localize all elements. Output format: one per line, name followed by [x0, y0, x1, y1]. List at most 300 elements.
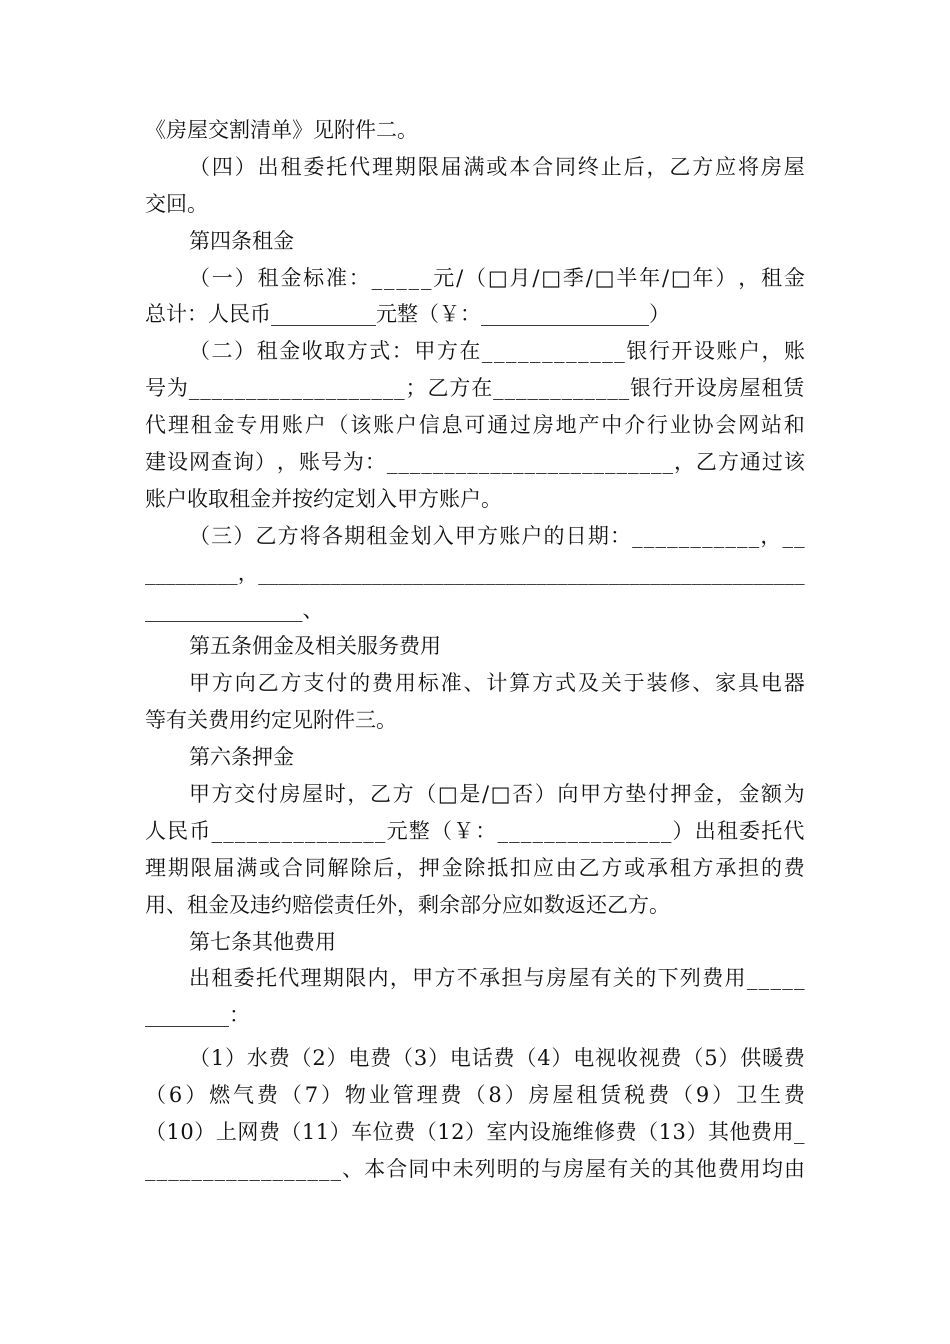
char: 日 [565, 523, 587, 548]
char: 为 [783, 782, 805, 807]
char: 止 [600, 154, 622, 179]
char: _ [383, 265, 395, 290]
char: _ [773, 560, 784, 585]
char: （ [145, 1120, 166, 1145]
char: 金 [213, 413, 235, 438]
char: 其 [707, 1120, 729, 1145]
char: 屋 [585, 1156, 607, 1181]
char: ） [504, 1083, 526, 1108]
char: 费 [258, 1120, 280, 1145]
char: 专 [236, 413, 258, 438]
char: _ [504, 376, 516, 401]
char: 的 [760, 855, 782, 880]
char: 费 [370, 1046, 392, 1071]
char: 关 [612, 966, 634, 991]
char: 视 [595, 1046, 617, 1071]
char: 乙 [578, 855, 600, 880]
char: 用 [739, 1156, 761, 1181]
char: 合 [386, 1156, 408, 1181]
char: 内 [508, 1120, 530, 1145]
char: 通 [487, 413, 509, 438]
char: 向 [234, 671, 256, 696]
char: 甲 [189, 671, 210, 696]
line-20 [145, 813, 805, 850]
char: 过 [510, 413, 531, 438]
char: 气 [233, 1083, 254, 1108]
char: _ [186, 560, 197, 585]
char: 方 [277, 523, 299, 548]
char: _ [474, 560, 485, 585]
char: 解 [327, 855, 349, 880]
char: 乙 [427, 376, 449, 401]
char: ： [391, 339, 413, 364]
char: 方 [436, 339, 458, 364]
char: 委 [739, 818, 761, 843]
line-28 [145, 1114, 805, 1151]
char: _ [561, 376, 573, 401]
char: 入 [432, 523, 454, 548]
char: ） [233, 523, 255, 548]
char: 同 [408, 1156, 430, 1181]
char: 取 [324, 339, 346, 364]
char: _ [555, 818, 567, 843]
char: 托 [326, 154, 348, 179]
char: _ [547, 450, 559, 475]
char: _ [770, 966, 781, 991]
char: 金 [388, 523, 410, 548]
char: ） [686, 1120, 708, 1145]
char: ， [395, 855, 417, 880]
char: （ [430, 818, 452, 843]
char: _ [351, 818, 363, 843]
char: _ [330, 560, 341, 585]
char: _ [196, 560, 207, 585]
char: 与 [523, 966, 545, 991]
char: 付 [256, 782, 278, 807]
char: 为 [166, 376, 188, 401]
char: _ [371, 376, 382, 401]
char: （ [145, 1083, 166, 1108]
char: 行 [646, 413, 668, 438]
char: _ [206, 560, 217, 585]
char: ， [389, 966, 411, 991]
char: _ [758, 966, 770, 991]
char: 列 [679, 966, 701, 991]
line-1: 《房屋交割清单》见附件二。 [145, 118, 418, 142]
char: 乙 [257, 671, 279, 696]
char: （ [189, 523, 210, 548]
char: _ [156, 1156, 168, 1181]
char: 后 [373, 855, 395, 880]
char: _ [598, 560, 609, 585]
char: _ [566, 339, 577, 364]
char: ： [609, 523, 631, 548]
char: _ [670, 560, 681, 585]
char: _ [722, 560, 733, 585]
char: ￥ [453, 818, 475, 843]
char: _ [527, 376, 538, 401]
char: _ [690, 523, 701, 548]
char: ） [712, 1083, 734, 1108]
char: 费 [615, 1120, 637, 1145]
char: 、 [692, 671, 714, 696]
char: 准 [325, 265, 347, 290]
line-9 [145, 407, 805, 444]
char: 该 [350, 413, 372, 438]
char: 1 [658, 1120, 673, 1145]
char: 1 [166, 1120, 180, 1145]
char: 由 [555, 855, 577, 880]
char: 方 [601, 855, 623, 880]
char: □ [487, 265, 508, 290]
char: _ [155, 560, 166, 585]
char: 时 [324, 782, 346, 807]
char: 或 [259, 855, 281, 880]
char: _ [359, 376, 371, 401]
char: 电 [348, 1046, 370, 1071]
char: _ [701, 560, 712, 585]
char: 1 [437, 1120, 451, 1145]
char: 乙 [669, 154, 691, 179]
char: （ [290, 1046, 312, 1071]
char: _ [402, 560, 413, 585]
char: 屋 [783, 154, 805, 179]
char: 甲 [414, 339, 436, 364]
char: _ [493, 339, 505, 364]
char: 理 [372, 154, 393, 179]
char: 房 [717, 376, 739, 401]
char: （ [280, 1120, 302, 1145]
char: 本 [364, 1156, 386, 1181]
char: 方 [602, 782, 624, 807]
line-7 [145, 333, 805, 370]
char: 他 [695, 1156, 717, 1181]
char: ： [364, 450, 386, 475]
char: _ [505, 560, 516, 585]
char: 和 [783, 413, 805, 438]
char: （ [415, 1120, 437, 1145]
char: 水 [246, 1046, 268, 1071]
char: 银 [626, 339, 648, 364]
char: 托 [761, 818, 783, 843]
char: _ [570, 450, 582, 475]
char: 的 [635, 966, 657, 991]
char: _ [559, 450, 570, 475]
char: _ [713, 523, 725, 548]
char: 账 [716, 339, 738, 364]
char: _ [443, 560, 454, 585]
char: 上 [215, 1120, 237, 1145]
char: 关 [629, 1156, 651, 1181]
char: 费 [717, 1156, 739, 1181]
char: 费 [648, 1083, 670, 1108]
char: _ [536, 560, 547, 585]
char: 方 [532, 671, 554, 696]
char: 额 [761, 782, 783, 807]
char: _ [602, 339, 613, 364]
char: 费 [783, 855, 805, 880]
char: 租 [190, 413, 212, 438]
char: _ [495, 560, 506, 585]
char: 供 [740, 1046, 762, 1071]
char: 账 [298, 450, 320, 475]
char: 设 [166, 450, 188, 475]
char: 扣 [510, 855, 531, 880]
char: _ [304, 818, 316, 843]
char: 方 [717, 450, 739, 475]
char: 网 [738, 413, 760, 438]
char: _ [330, 1156, 341, 1181]
char: 甲 [454, 523, 476, 548]
char: _ [516, 560, 527, 585]
char: ） [551, 1046, 573, 1071]
char: 房 [546, 966, 567, 991]
char: _ [165, 560, 176, 585]
char: _ [227, 560, 238, 585]
char: 本 [509, 154, 531, 179]
char: （ [682, 1046, 704, 1071]
char: 息 [441, 413, 463, 438]
char: _ [794, 1120, 805, 1145]
char: 电 [760, 671, 782, 696]
char: 设 [693, 339, 715, 364]
char: 理 [416, 1083, 438, 1108]
char: 费 [440, 1083, 462, 1108]
char: 管 [392, 1083, 414, 1108]
char: 设 [695, 376, 717, 401]
char: _ [269, 818, 281, 843]
char: _ [794, 966, 805, 991]
char: _ [363, 818, 374, 843]
char: 明 [496, 1156, 518, 1181]
char: 其 [673, 1156, 695, 1181]
char: 与 [540, 1156, 562, 1181]
char: 租 [280, 154, 302, 179]
char: ， [347, 782, 369, 807]
char: 用 [724, 966, 746, 991]
char: _ [513, 450, 524, 475]
char: _ [318, 1156, 330, 1181]
char: _ [386, 450, 398, 475]
char: 家 [715, 671, 737, 696]
article-5-heading: 第五条佣金及相关服务费用 [189, 634, 441, 659]
char: 季 [562, 265, 584, 290]
line-2 [145, 149, 805, 186]
char: 内 [367, 966, 389, 991]
char: 赁 [600, 1083, 622, 1108]
char: 查 [210, 450, 232, 475]
char: 赁 [783, 376, 805, 401]
char: _ [398, 450, 409, 475]
char: 同 [304, 855, 326, 880]
char: 7 [304, 1083, 319, 1108]
char: 、 [342, 1156, 364, 1181]
char: 抵 [487, 855, 509, 880]
char: 乙 [370, 782, 391, 807]
line-10 [145, 444, 805, 481]
char: 乙 [255, 523, 277, 548]
char: _ [217, 560, 228, 585]
char: ， [237, 560, 259, 585]
char: 应 [532, 855, 554, 880]
char: 准 [440, 671, 462, 696]
char: 行 [648, 339, 670, 364]
char: 二 [211, 339, 233, 364]
char: 询 [232, 450, 254, 475]
char: 户 [304, 413, 326, 438]
char: 位 [372, 1120, 394, 1145]
char: _ [396, 265, 407, 290]
char: _ [567, 560, 578, 585]
char: _ [223, 376, 234, 401]
char: 租 [576, 1083, 598, 1108]
char: _ [619, 560, 630, 585]
char: 下 [657, 966, 679, 991]
char: 收 [616, 1046, 638, 1071]
char: _ [272, 1156, 284, 1181]
article-6-heading: 第六条押金 [189, 745, 294, 770]
char: 有 [590, 966, 612, 991]
char: 费 [783, 1046, 805, 1071]
char: 后 [623, 154, 645, 179]
char: 元 [386, 818, 408, 843]
char: 否 [512, 782, 534, 807]
char: _ [542, 339, 553, 364]
char: 期 [167, 855, 189, 880]
char: _ [639, 560, 650, 585]
char: 押 [670, 782, 692, 807]
char: （ [415, 782, 437, 807]
char: 理 [167, 413, 189, 438]
char: _ [464, 560, 475, 585]
char: 收 [301, 339, 323, 364]
char: _ [577, 560, 589, 585]
char: _ [302, 376, 314, 401]
char: _ [392, 560, 403, 585]
char: 5 [704, 1046, 718, 1071]
char: 承 [479, 966, 501, 991]
char: 甲 [189, 782, 210, 807]
char: 业 [368, 1083, 390, 1108]
char: 付 [647, 782, 669, 807]
char: 支 [303, 671, 325, 696]
line-27 [145, 1077, 805, 1114]
char: 费 [750, 1120, 772, 1145]
char: _ [544, 818, 555, 843]
char: _ [320, 560, 331, 585]
char: 过 [761, 450, 783, 475]
char: _ [614, 818, 625, 843]
char: 协 [692, 413, 714, 438]
char: 列 [474, 1156, 496, 1181]
char: 整 [408, 818, 430, 843]
char: 届 [440, 154, 462, 179]
char: 金 [279, 339, 301, 364]
char: _ [532, 818, 543, 843]
char: _ [538, 376, 550, 401]
char: _ [782, 966, 793, 991]
char: _ [280, 376, 291, 401]
char: 限 [190, 855, 212, 880]
char: 地 [555, 413, 577, 438]
char: 费 [268, 1046, 290, 1071]
char: _ [455, 450, 467, 475]
char: _ [579, 818, 590, 843]
char: _ [490, 450, 501, 475]
char: 由 [783, 1156, 805, 1181]
char: 网 [188, 450, 210, 475]
char: 方 [280, 671, 302, 696]
char: _ [337, 376, 348, 401]
char: _ [314, 376, 325, 401]
char: （ [280, 1083, 302, 1108]
char: _ [234, 376, 245, 401]
char: 付 [326, 671, 348, 696]
document-page [145, 112, 805, 1188]
line-21 [145, 850, 805, 887]
char: 在 [459, 339, 481, 364]
char: _ [281, 818, 293, 843]
char: 维 [572, 1120, 594, 1145]
char: ） [234, 265, 256, 290]
char: （ [189, 154, 210, 179]
char: 租 [257, 265, 279, 290]
char: _ [423, 560, 434, 585]
char: _ [629, 560, 640, 585]
char: _ [258, 818, 269, 843]
char: 人 [145, 818, 166, 843]
char: ） [326, 1046, 348, 1071]
char: 租 [256, 339, 278, 364]
line-5 [145, 260, 805, 297]
char: 租 [761, 265, 783, 290]
char: 房 [279, 782, 301, 807]
char: _ [223, 818, 234, 843]
article-7-heading: 第七条其他费用 [189, 929, 336, 954]
char: 币 [189, 818, 211, 843]
char: _ [211, 818, 223, 843]
char: _ [200, 376, 211, 401]
char: _ [732, 560, 743, 585]
char: □ [594, 265, 615, 290]
char: 关 [600, 671, 622, 696]
char: _ [293, 818, 304, 843]
char: 理 [300, 966, 322, 991]
line-6: 总计：人民币__________元整（￥：________________） [145, 302, 670, 327]
char: 委 [303, 154, 325, 179]
char: 金 [693, 782, 715, 807]
char: 承 [715, 855, 737, 880]
char: 设 [529, 1120, 551, 1145]
char: 燃 [209, 1083, 231, 1108]
char: 费 [372, 671, 393, 696]
char: 方 [692, 855, 714, 880]
char: _ [268, 376, 280, 401]
char: 1 [210, 1046, 225, 1071]
char: 3 [672, 1120, 686, 1145]
char: （ [189, 339, 210, 364]
char: 标 [417, 671, 439, 696]
line-12 [145, 518, 805, 555]
char: _ [607, 376, 618, 401]
char: _ [662, 450, 673, 475]
char: _ [309, 560, 320, 585]
char: 屋 [552, 1083, 574, 1108]
char: _ [307, 1156, 318, 1181]
char: 方 [434, 966, 456, 991]
char: 合 [532, 154, 554, 179]
char: _ [742, 560, 754, 585]
